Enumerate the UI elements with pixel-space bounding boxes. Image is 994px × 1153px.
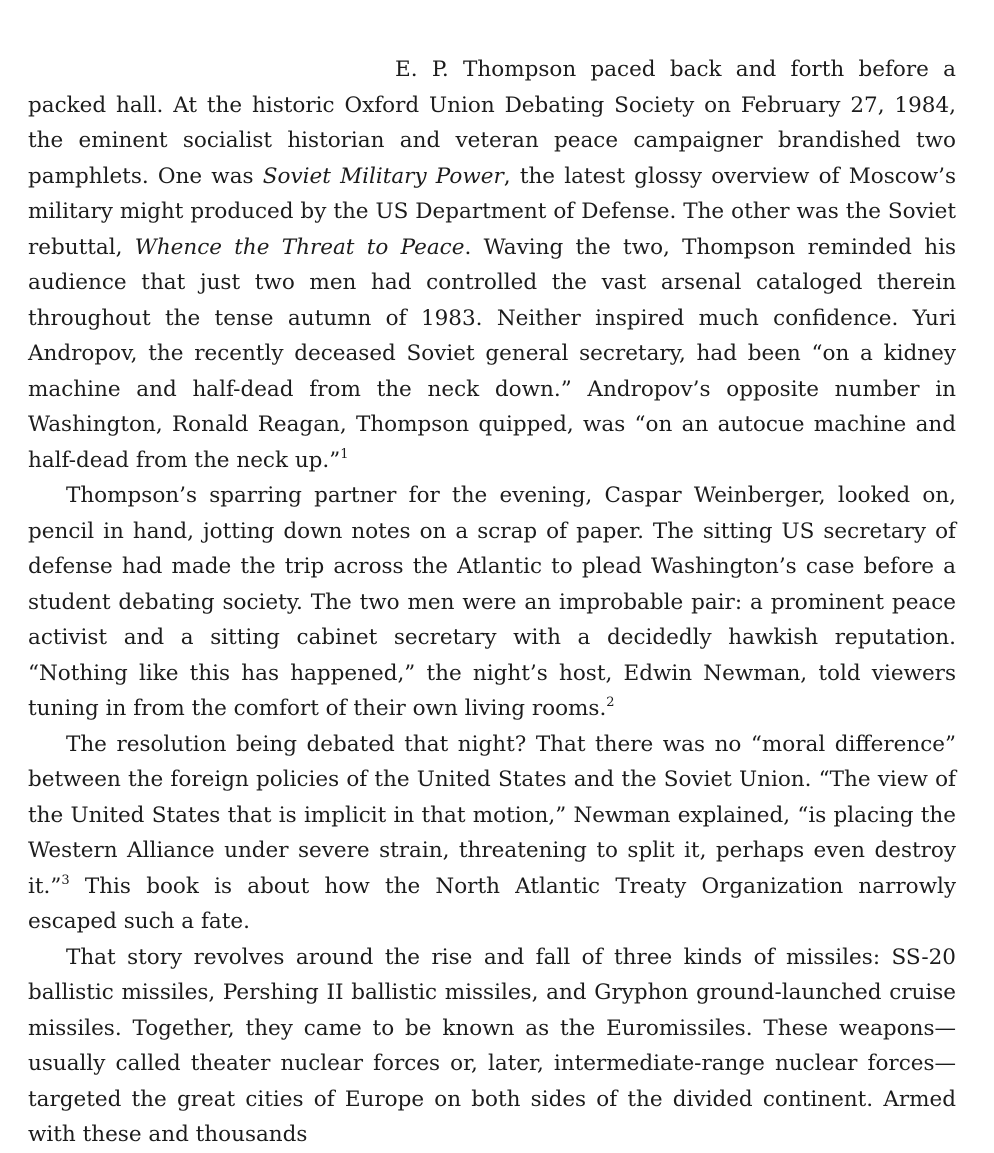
p2-text: Thompson’s sparring partner for the evening, Caspar Weinberger, looked on, pencil in hand, jotting down notes on a scrap of paper. The sitting US secretary of defense had made the trip across the Atlantic to plead Washington’s case before a student debating society. The two men were an improbable pair: a prominent peace activist and a sitting cabinet secretary with a decidedly hawkish reputation. “Nothing like this has happened,” the night’s host, Edwin Newman, told viewers tuning in from the comfort of their own living rooms. [28, 483, 956, 721]
p3-text: The resolution being debated that night? That there was no “moral difference” between the foreign policies of the United States and the Soviet Union. “The view of the United States that is implicit in that motion,” Newman explained, “is placing the Western Alliance under severe strain, threatening to split it, perhaps even destroy it.” [28, 731, 956, 899]
paragraph-2 [28, 478, 956, 727]
footnote-marker-1[interactable]: 1 [340, 446, 349, 462]
paragraph-4 [28, 940, 956, 1153]
p4-text: That story revolves around the rise and fall of three kinds of missiles: SS-20 ballistic missiles, Pershing II ballistic missiles, and Gryphon ground-launched cruise missiles. Together, they came to be known as the Euromissiles. These weapons—usually called theater nuclear forces or, later, intermediate-range nuclear forces—targeted the great cities of Europe on both sides of the divided continent. Armed with these and thousands [28, 944, 956, 1147]
footnote-marker-3[interactable]: 3 [61, 872, 70, 888]
footnote-marker-2[interactable]: 2 [606, 695, 615, 710]
p1-title-whence-the-threat: Whence the Threat to Peace [134, 234, 465, 260]
p1-text-a: E. P. Thompson paced back and forth before a packed hall. At the historic Oxford Union Debating Society on February 27, 1984, the eminent socialist historian and veteran peace campaigner brandished two pamphlets. One was [28, 57, 956, 189]
p1-text-b: , the latest glossy overview of Moscow’s military might produced by the US Department of Defense. The other was the Soviet rebuttal, [28, 163, 957, 260]
p3-text-after: This book is about how the North Atlantic Treaty Organization narrowly escaped such a fate. [28, 873, 956, 934]
paragraph-3 [28, 727, 956, 940]
p1-text-c: . Waving the two, Thompson reminded his audience that just two men had controlled the vast arsenal cataloged therein throughout the tense autumn of 1983. Neither inspired much confidence. Yuri Andropov, the recently deceased Soviet general secretary, had been “on a kidney machine and half-dead from the neck down.” Andropov’s opposite number in Washington, Ronald Reagan, Thompson quipped, was “on an autocue machine and half-dead from the neck up.” [28, 234, 956, 473]
book-page [28, 52, 956, 1153]
paragraph-1 [28, 52, 956, 478]
p1-title-soviet-military-power: Soviet Military Power [262, 163, 504, 189]
